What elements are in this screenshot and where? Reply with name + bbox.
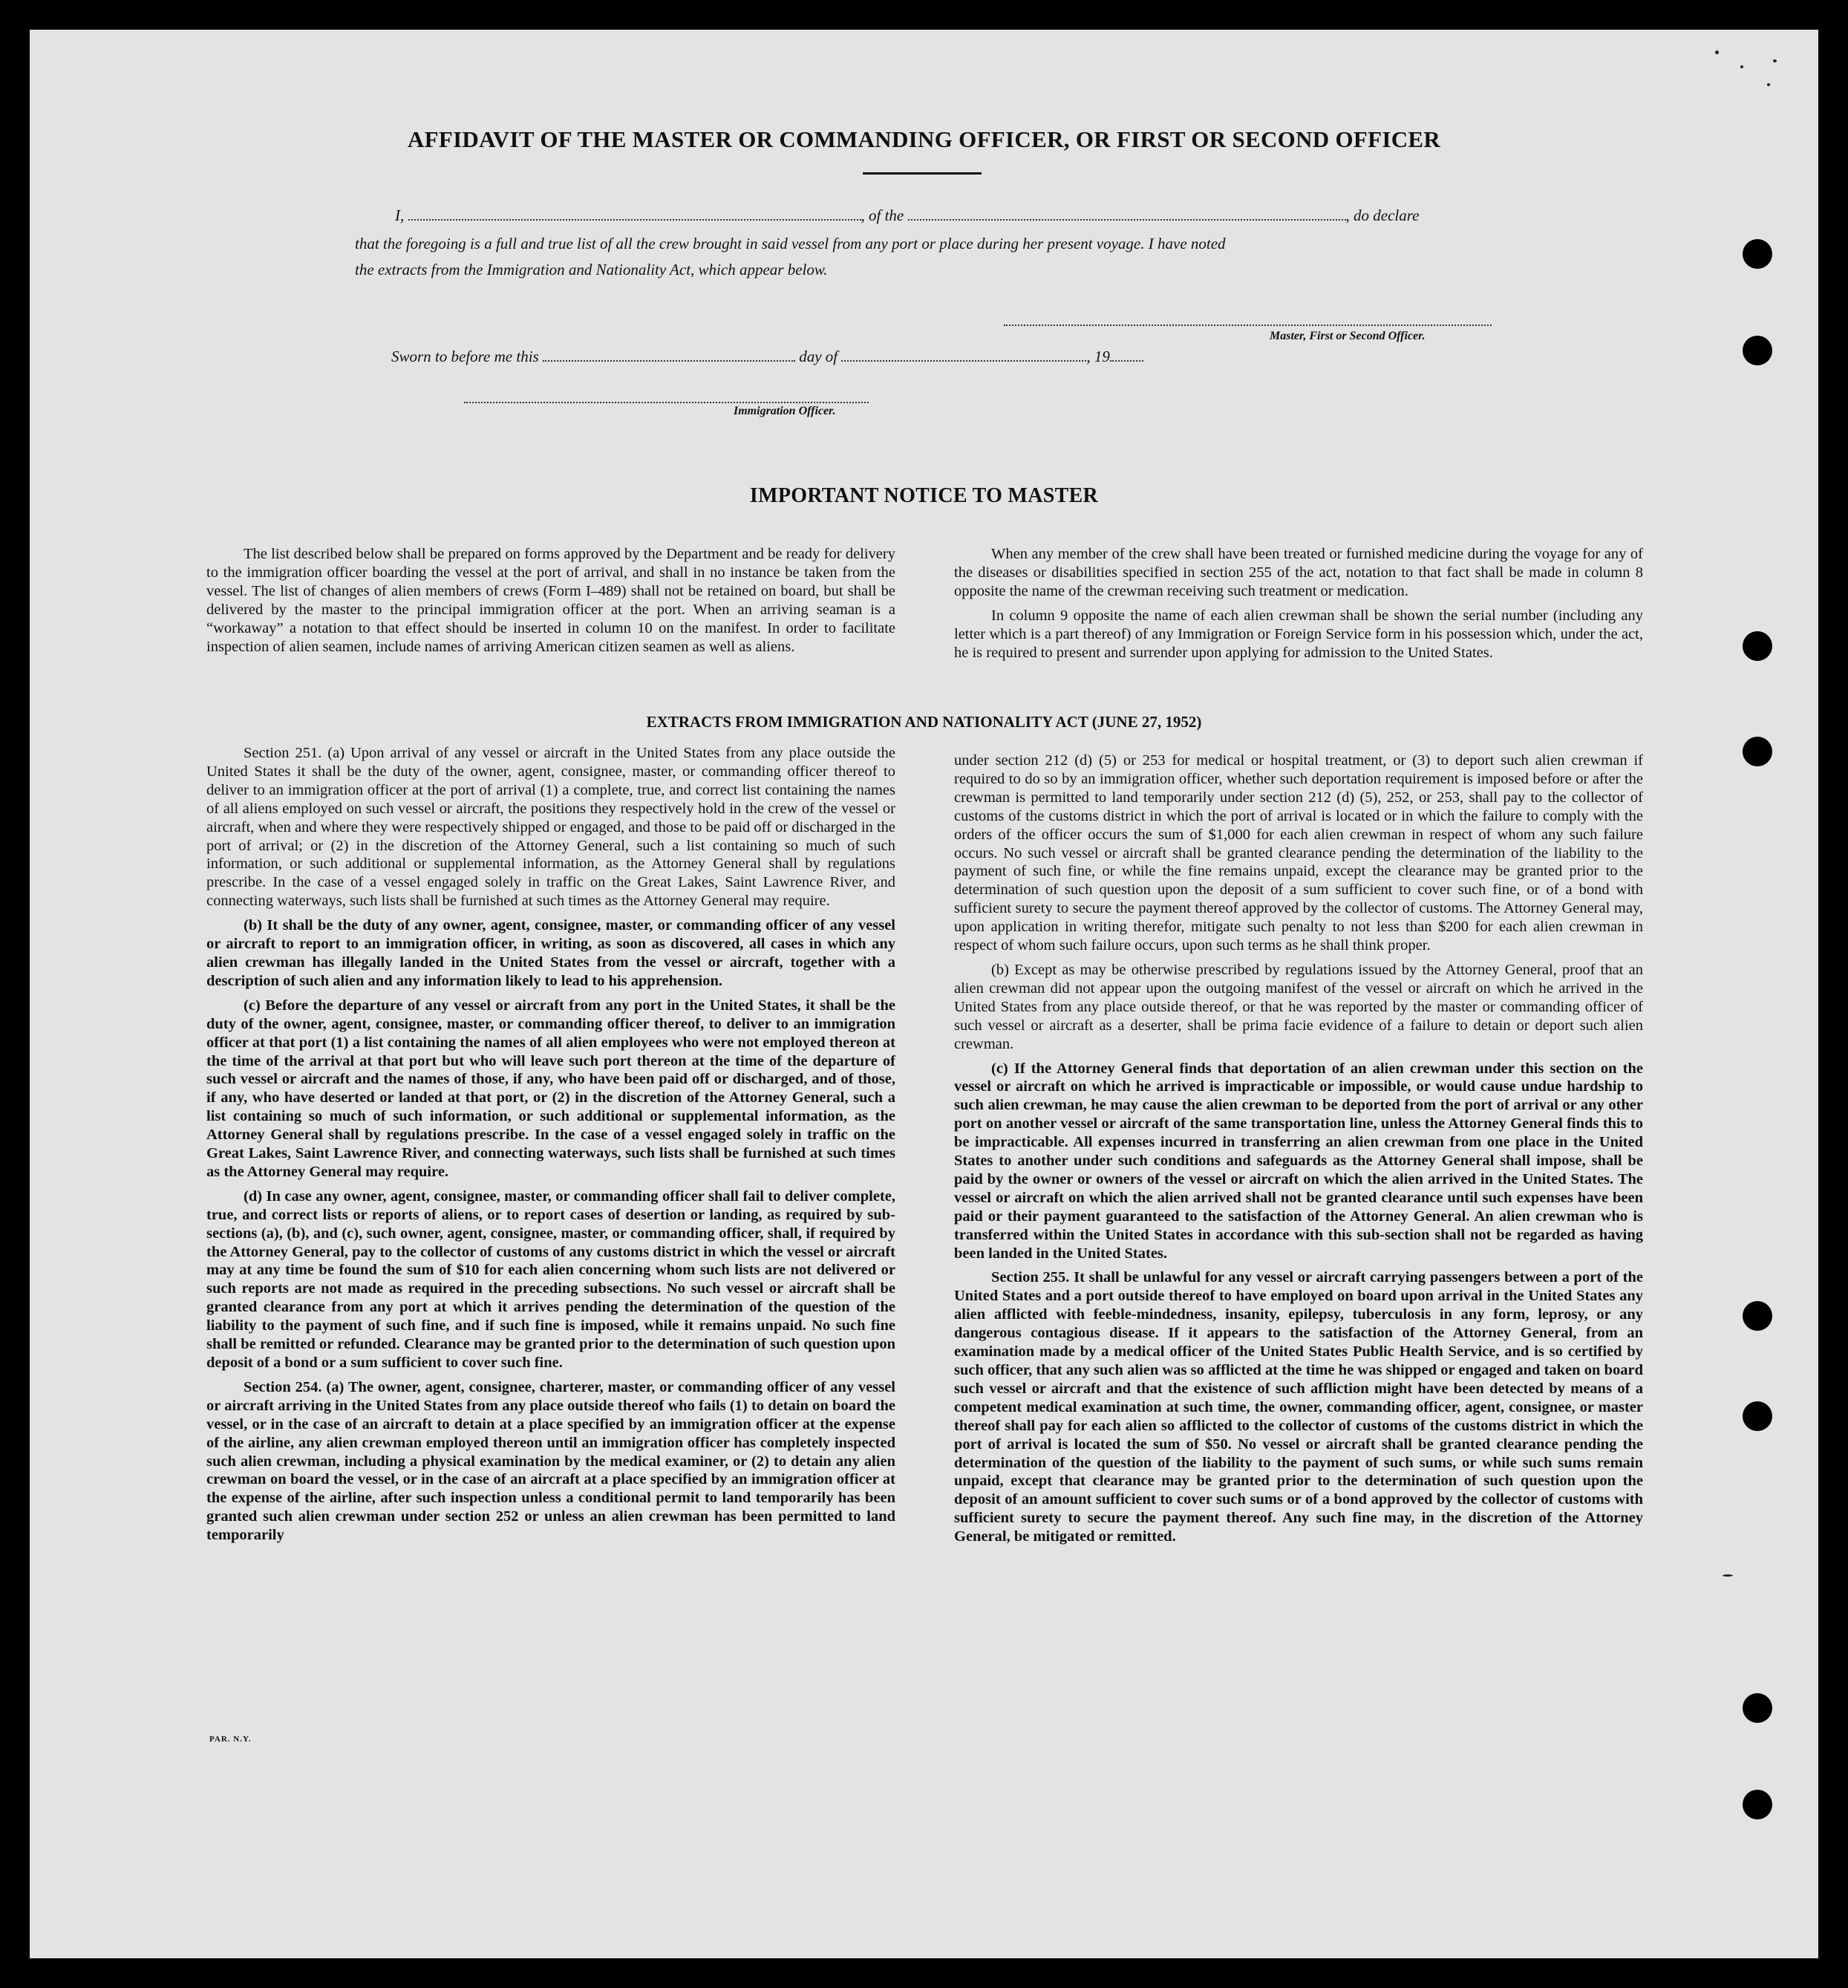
section-251-a: Section 251. (a) Upon arrival of any vessel or aircraft in the United States from any place outside the United States it shall be the duty of the owner, agent, consignee, master, or commanding officer thereof to deliver to an immigration officer at the port of arrival (1) a complete, true, and correct list containing the names of all aliens employed on such vessel or aircraft, the positions they respectively hold in the crew of the vessel or aircraft, when and where they were respectively shipped or engaged, and those to be paid off or discharged in the port of arrival; or (2) in the discretion of the Attorney General, such a list containing so much of such information, or such additional or supplemental information, as the Attorney General shall by regulations prescribe. In the case of a vessel engaged solely in traffic on the Great Lakes, Saint Lawrence River, and connecting waterways, such lists shall be furnished at such times as the Attorney General may require.: [206, 745, 895, 910]
scan-speck: [1723, 1574, 1733, 1577]
section-251-d: (d) In case any owner, agent, consignee, master, or commanding officer shall fail to deliver complete, true, and correct lists or reports of aliens, or to report cases of desertion or landing, as required by sub-sections (a), (b), and (c), such owner, agent, consignee, master, or commanding officer, shall, if required by the Attorney General, pay to the collector of customs of any customs district in which the vessel or aircraft may at any time be found the sum of $10 for each alien concerning whom such lists are not delivered or such reports are not made as required in the preceding subsections. No such vessel or aircraft shall be granted clearance from any port at which it arrives pending the determination of the question of the liability to the payment of such fine, and if such fine is imposed, while it remains unpaid. No such fine shall be remitted or refunded. Clearance may be granted prior to the determination of such question upon deposit of a bond or a sum sufficient to cover such fine.: [206, 1187, 895, 1371]
officer-signature-line: [464, 402, 869, 403]
section-255: Section 255. It shall be unlawful for any vessel or aircraft carrying passengers between a port of the United States and a port outside thereof to have employed on board upon arrival in the United States any alien afflicted with feeble-mindedness, insanity, epilepsy, tuberculosis in any form, leprosy, or any dangerous contagious disease. If it appears to the satisfaction of the Attorney General, from an examination made by a medical officer of the United States Public Health Service, and is so certified by such officer, that any such alien was so afflicted at the time he was shipped or engaged and taken on board such vessel or aircraft and that the existence of such affliction might have been detected by means of a competent medical examination at such time, the owner, commanding officer, agent, consignee, or master thereof shall pay for each alien so afflicted to the collector of customs of the customs district in which the port of arrival is located the sum of $50. No vessel or aircraft shall be granted clearance pending the determination of the question of the liability to the payment of such sums, or while such sums remain unpaid, except that clearance may be granted prior to the determination of such question upon the deposit of an amount sufficient to cover such sums or of a bond approved by the collector of customs with sufficient surety to secure the payment thereof. Any such fine may, in the discretion of the Attorney General, be mitigated or remitted.: [954, 1269, 1643, 1545]
scan-speck: [1767, 83, 1770, 86]
punch-hole: [1743, 737, 1772, 766]
section-254-b: (b) Except as may be otherwise prescribed by regulations issued by the Attorney General, proof that an alien crewman did not appear upon the outgoing manifest of the vessel or aircraft on which he arrived in the United States from any place outside thereof, or that he was reported by the master or commanding officer of such vessel or aircraft as a deserter, shall be prima facie evidence of a failure to detain or deport such alien crewman.: [954, 961, 1643, 1052]
section-251-c: (c) Before the departure of any vessel or aircraft from any port in the United States, it shall be the duty of the owner, agent, consignee, master, or commanding officer thereof, to deliver to an immigration officer at that port (1) a list containing the names of all alien employees who were not employed thereon at the time of the arrival at that port but who will leave such port thereon at the time of the departure of such vessel or aircraft and the names of those, if any, who have been paid off or discharged, and of those, if any, who have deserted or landed at that port, or (2) in the discretion of the Attorney General, such a list containing so much of such information, or such additional or supplemental information, as the Attorney General shall by regulations prescribe. In the case of a vessel engaged solely in traffic on the Great Lakes, Saint Lawrence River, and connecting waterways, such lists shall be furnished at such times as the Attorney General may require.: [206, 997, 895, 1180]
document-page: [30, 30, 1818, 1958]
section-254-a: Section 254. (a) The owner, agent, consignee, charterer, master, or commanding officer of any vessel or aircraft arriving in the United States from any place outside thereof who fails (1) to detain on board the vessel, or in the case of an aircraft to detain at a place specified by an immigration officer at the expense of the airline, any alien crewman employed thereon until an immigration officer has completely inspected such alien crewman, including a physical examination by the medical examiner, or (2) to detain any alien crewman on board the vessel, or in the case of an aircraft at a place specified by an immigration officer at the expense of the airline, after such inspection unless a conditional permit to land temporarily has been granted such alien crewman under section 252 or unless an alien crewman has been permitted to land temporarily: [206, 1378, 895, 1544]
punch-hole: [1743, 631, 1772, 661]
notice-paragraph: In column 9 opposite the name of each alien crewman shall be shown the serial number (including any letter which is a part thereof) of any Immigration or Foreign Service form in his possession which, under the act, he is required to present and surrender upon applying for admission to the United States.: [954, 607, 1643, 661]
punch-hole: [1743, 1301, 1772, 1331]
notice-right-column: [954, 545, 1643, 668]
punch-hole: [1743, 1790, 1772, 1819]
declaration-line-1: I, , of the , do declare: [395, 206, 1420, 224]
title-rule: [863, 172, 982, 175]
punch-hole: [1743, 336, 1772, 365]
printer-mark: PAR. N.Y.: [209, 1735, 252, 1744]
master-signature-line: [1004, 325, 1492, 326]
sworn-line: Sworn to before me this day of , 19: [391, 348, 1143, 366]
extracts-right-column: [954, 752, 1643, 1552]
section-251-b: (b) It shall be the duty of any owner, agent, consignee, master, or commanding officer of any vessel or aircraft to report to an immigration officer, in writing, as soon as discovered, all cases in which any alien crewman has illegally landed in the United States from the vessel or aircraft, together with a description of such alien and any information likely to lead to his apprehension.: [206, 917, 895, 989]
notice-paragraph: The list described below shall be prepared on forms approved by the Department and be ready for delivery to the immigration officer boarding the vessel at the port of arrival, and shall in no instance be taken from the vessel. The list of changes of alien members of crews (Form I–489) shall not be retained on board, but shall be delivered by the master to the principal immigration officer at the port. When an arriving seaman is a “workaway” a notation to that effect should be inserted in column 10 on the manifest. In order to facilitate inspection of alien seamen, include names of arriving American citizen seamen as well as aliens.: [206, 546, 895, 655]
punch-hole: [1743, 1693, 1772, 1723]
notice-title: IMPORTANT NOTICE TO MASTER: [749, 484, 1099, 507]
section-254-c: (c) If the Attorney General finds that deportation of an alien crewman under this section on the vessel or aircraft on which he arrived is impracticable or impossible, or would cause undue hardship to such alien crewman, he may cause the alien crewman to be deported from the port of arrival or any other port on another vessel or aircraft of the same transportation line, unless the Attorney General finds this to be impracticable. All expenses incurred in transferring an alien crewman from one place in the United States to another under such conditions and safeguards as the Attorney General shall impose, shall be paid by the owner or owners of the vessel or aircraft on which the alien arrived in the United States. The vessel or aircraft on which the alien arrived shall not be granted clearance until such expenses have been paid or their payment guaranteed to the satisfaction of the Attorney General. An alien crewman who is transferred within the United States in accordance with this sub-section shall not be regarded as having been landed in the United States.: [954, 1060, 1643, 1262]
declaration-line-2: that the foregoing is a full and true list of all the crew brought in said vessel from any port or place during her present voyage. I have noted: [355, 235, 1226, 252]
extracts-title: EXTRACTS FROM IMMIGRATION AND NATIONALITY ACT (JUNE 27, 1952): [646, 713, 1202, 731]
notice-left-column: [206, 545, 895, 662]
scan-speck: [1740, 65, 1743, 68]
declaration-line-3: the extracts from the Immigration and Nationality Act, which appear below.: [355, 261, 828, 278]
master-signature-label: Master, First or Second Officer.: [1270, 330, 1426, 342]
scan-speck: [1773, 59, 1777, 62]
officer-signature-label: Immigration Officer.: [734, 405, 836, 417]
punch-hole: [1743, 239, 1772, 269]
punch-hole: [1743, 1401, 1772, 1431]
notice-paragraph: When any member of the crew shall have been treated or furnished medicine during the voyage for any of the diseases or disabilities specified in section 255 of the act, notation to that fact shall be made in column 8 opposite the name of the crewman receiving such treatment or medication.: [954, 546, 1643, 599]
extracts-left-column: [206, 744, 895, 1551]
affidavit-title: AFFIDAVIT OF THE MASTER OR COMMANDING OFFICER, OR FIRST OR SECOND OFFICER: [407, 126, 1441, 152]
scan-speck: [1715, 50, 1719, 54]
section-254-a-continued: under section 212 (d) (5) or 253 for medical or hospital treatment, or (3) to deport such alien crewman if required to do so by an immigration officer, whether such deportation requirement is imposed before or after the crewman is permitted to land temporarily under section 212 (d) (5), 252, or 253, shall pay to the collector of customs of the customs district in which the port of arrival is located or in which the failure to comply with the orders of the officer occurs the sum of $1,000 for each alien crewman in respect of whom any such failure occurs. No such vessel or aircraft shall be granted clearance pending the determination of the liability to the payment of such fine, or while the fine remains unpaid, except the clearance may be granted prior to the determination of such question upon the deposit of a sum sufficient to cover such fine, or of a bond with sufficient surety to secure the payment thereof approved by the collector of customs. The Attorney General may, upon application in writing therefor, mitigate such penalty to not less than $200 for each alien crewman in respect of whom such failure occurs, upon such terms as he shall think proper.: [954, 752, 1643, 954]
